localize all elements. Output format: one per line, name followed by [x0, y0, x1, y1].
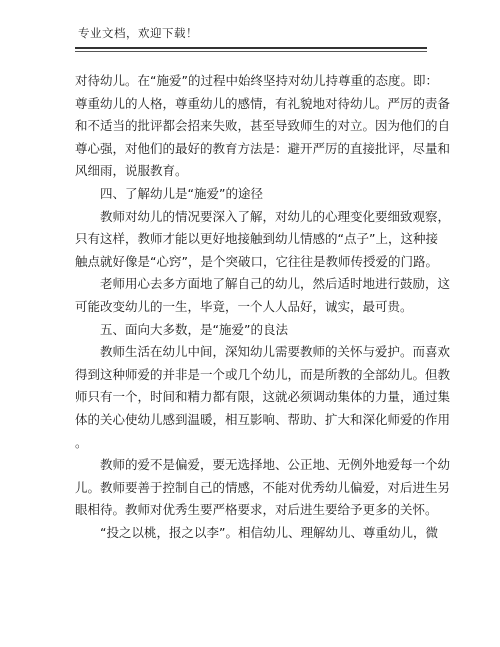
text-line: 教师对幼儿的情况要深入了解，对幼儿的心理变化要细致观察，: [75, 208, 451, 224]
text-line: 得到这种师爱的并非是一个或几个幼儿，而是所教的全部幼儿。但教: [75, 366, 451, 382]
text-line: 教师生活在幼儿中间，深知幼儿需要教师的关怀与爱护。而喜欢: [75, 344, 451, 360]
header-text: 专业文档，欢迎下载！: [78, 26, 198, 40]
text-line: 体的关心使幼儿感到温暖，相互影响、帮助、扩大和深化师爱的作用: [75, 411, 451, 427]
section-heading: 四、了解幼儿是“施爱”的途径: [75, 185, 263, 201]
text-line: 师只有一个，时间和精力都有限，这就必须调动集体的力量，通过集: [75, 389, 451, 405]
text-line: 可能改变幼儿的一生，毕竟，一个人人品好，诚实，最可贵。: [75, 298, 413, 314]
text-line: 儿。教师要善于控制自己的情感，不能对优秀幼儿偏爱，对后进生另: [75, 479, 451, 495]
text-line: “投之以桃，报之以李”。相信幼儿、理解幼儿、尊重幼儿，微: [75, 524, 438, 540]
body-text: [75, 70, 451, 544]
text-line: 。: [75, 434, 88, 450]
text-line: 老师用心去多方面地了解自己的幼儿，然后适时地进行鼓励，这: [75, 276, 451, 292]
text-line: 只有这样，教师才能以更好地接触到幼儿情感的“点子”上，这种接: [75, 231, 438, 247]
text-line: 和不适当的批评都会招来失败，甚至导致师生的对立。因为他们的自: [75, 118, 451, 134]
text-line: 尊心强，对他们的最好的教育方法是：避开严厉的直接批评，尽量和: [75, 140, 451, 156]
header-rule-thick: [75, 47, 427, 49]
section-heading: 五、面向大多数，是“施爱”的良法: [75, 321, 288, 337]
text-line: 触点就好像是“心窍”，是个突破口，它往往是教师传授爱的门路。: [75, 253, 438, 269]
text-line: 教师的爱不是偏爱，要无选择地、公正地、无例外地爱每一个幼: [75, 457, 451, 473]
header-rule-thin: [75, 51, 427, 52]
text-line: 尊重幼儿的人格，尊重幼儿的感情，有礼貌地对待幼儿。严厉的责备: [75, 95, 451, 111]
text-line: 风细雨，说服教育。: [75, 163, 188, 179]
text-line: 眼相待。教师对优秀生要严格要求，对后进生要给予更多的关怀。: [75, 502, 438, 518]
text-line: 对待幼儿。在“施爱”的过程中始终坚持对幼儿持尊重的态度。即：: [75, 73, 438, 88]
